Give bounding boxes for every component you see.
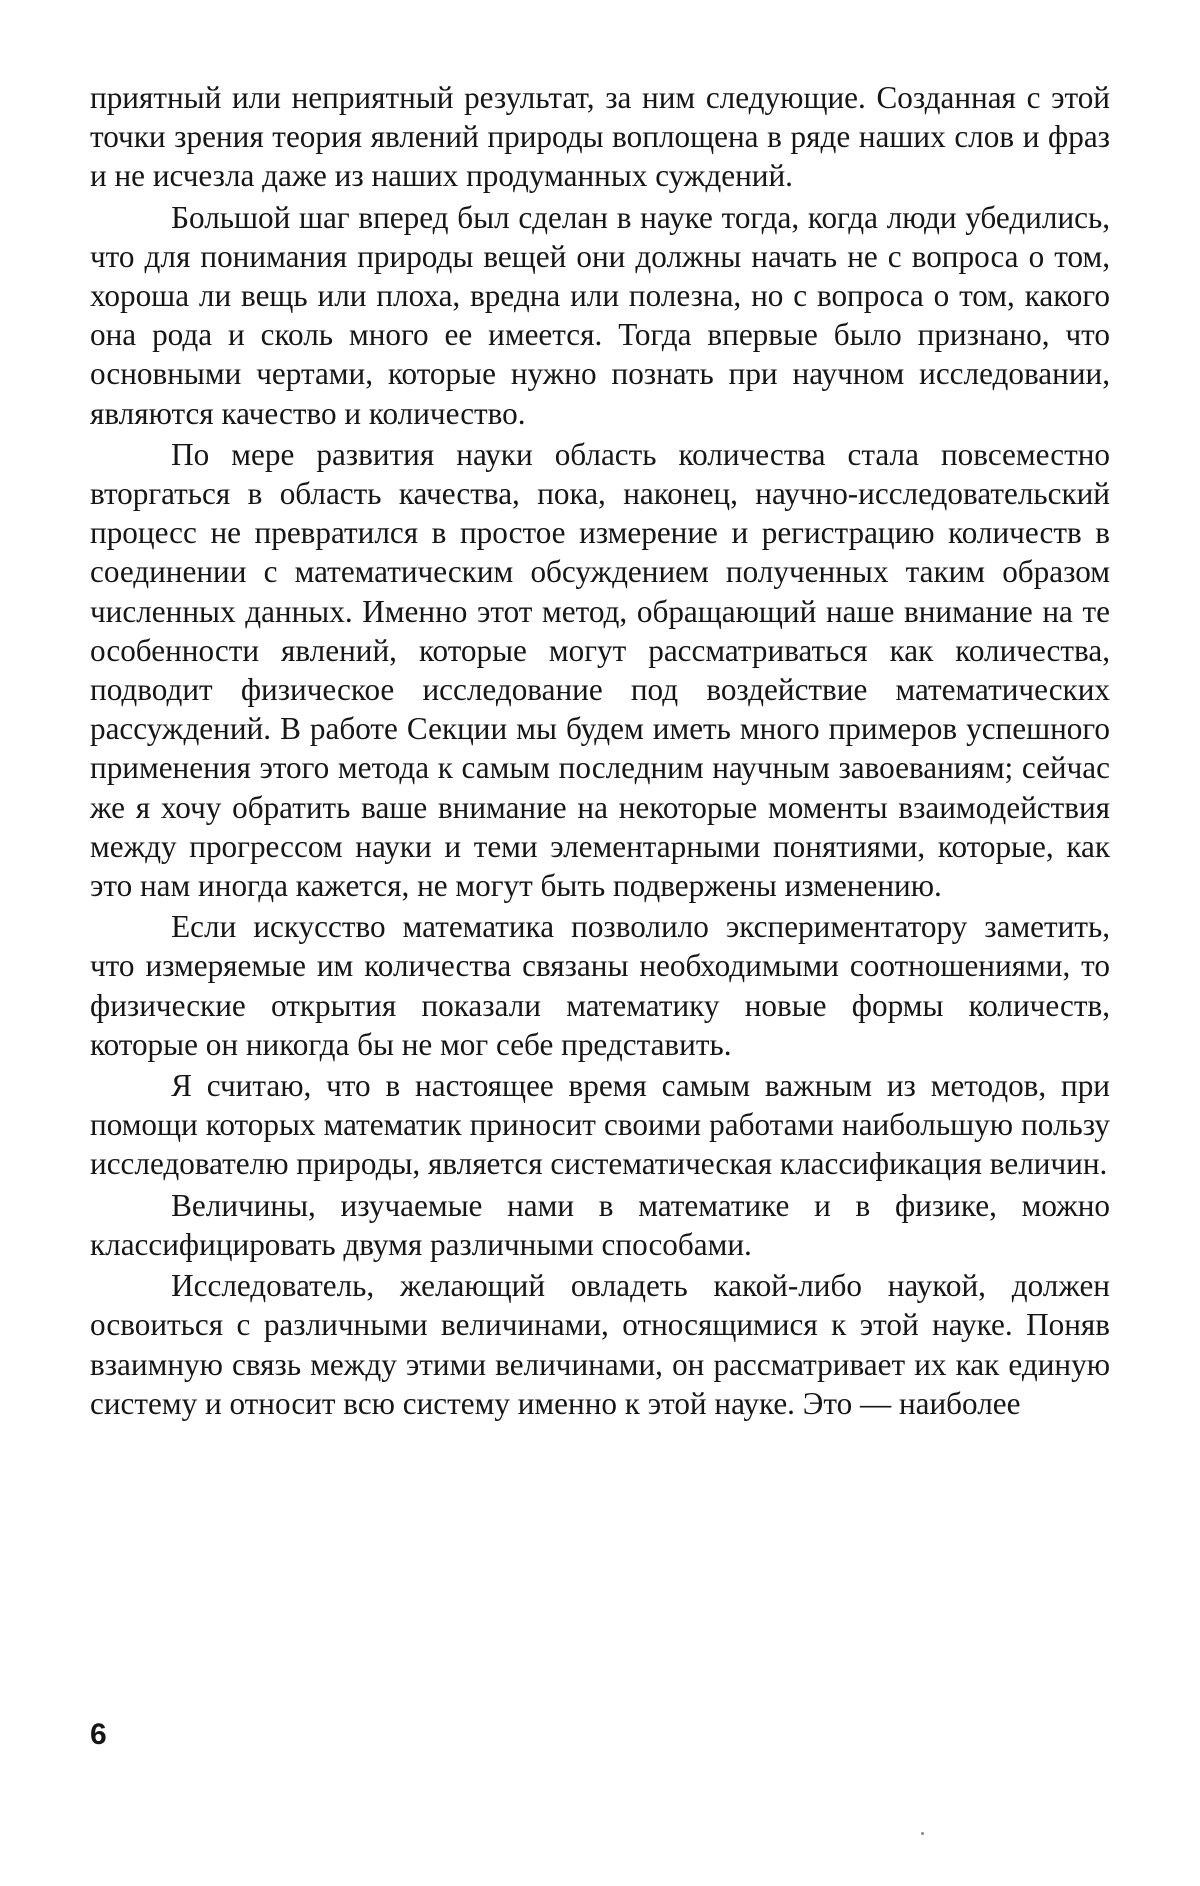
paragraph-6: Величины, изучаемые нами в математике и в физике, можно классифицировать двумя различными способами. [90, 1187, 1110, 1262]
paragraph-3: По мере развития науки область количества стала повсеместно вторгаться в область качества, пока, наконец, научно-исследовательский процесс не превратился в простое измерение и регистрацию количеств в соединении с математическим обсуждением полученных таким образом численных данных. Именно этот метод, обращающий наше внимание на те особенности явлений, которые могут рассматриваться как количества, подводит физическое исследование под воздействие математических рассуждений. В работе Секции мы будем иметь много примеров успешного применения этого метода к самым последним научным завоеваниям; сейчас же я хочу обратить ваше внимание на некоторые моменты взаимодействия между прогрессом науки и теми элементарными понятиями, которые, как это нам иногда кажется, не могут быть подвержены изменению. [90, 436, 1110, 904]
paragraph-1: приятный или неприятный результат, за ним следующие. Созданная с этой точки зрения теория явлений природы воплощена в ряде наших слов и фраз и не исчезла даже из наших продуманных суждений. [90, 80, 1110, 194]
paragraph-5: Я считаю, что в настоящее время самым важным из методов, при помощи которых математик приносит своими работами наибольшую пользу исследователю природы, является систематическая классификация величин. [90, 1068, 1110, 1182]
page-number: 6 [90, 1718, 107, 1751]
paragraph-2: Большой шаг вперед был сделан в науке тогда, когда люди убедились, что для понимания природы вещей они должны начать не с вопроса о том, хороша ли вещь или плоха, вредна или полезна, но с вопроса о том, какого она рода и сколь много ее имеется. Тогда впервые было признано, что основными чертами, которые нужно познать при научном исследовании, являются качество и количество. [90, 199, 1110, 431]
paragraph-7: Исследователь, желающий овладеть какой-либо наукой, должен освоиться с различными величинами, относящимися к этой науке. Поняв взаимную связь между этими величинами, он рассматривает их как единую систему и относит всю систему именно к этой науке. Это — наиболее [90, 1268, 1110, 1421]
page-text [90, 78, 1110, 1425]
paragraph-4: Если искусство математика позволило экспериментатору заметить, что измеряемые им количества связаны необходимыми соотношениями, то физические открытия показали математику новые формы количеств, которые он никогда бы не мог себе представить. [90, 909, 1110, 1062]
print-speck [921, 1832, 924, 1835]
